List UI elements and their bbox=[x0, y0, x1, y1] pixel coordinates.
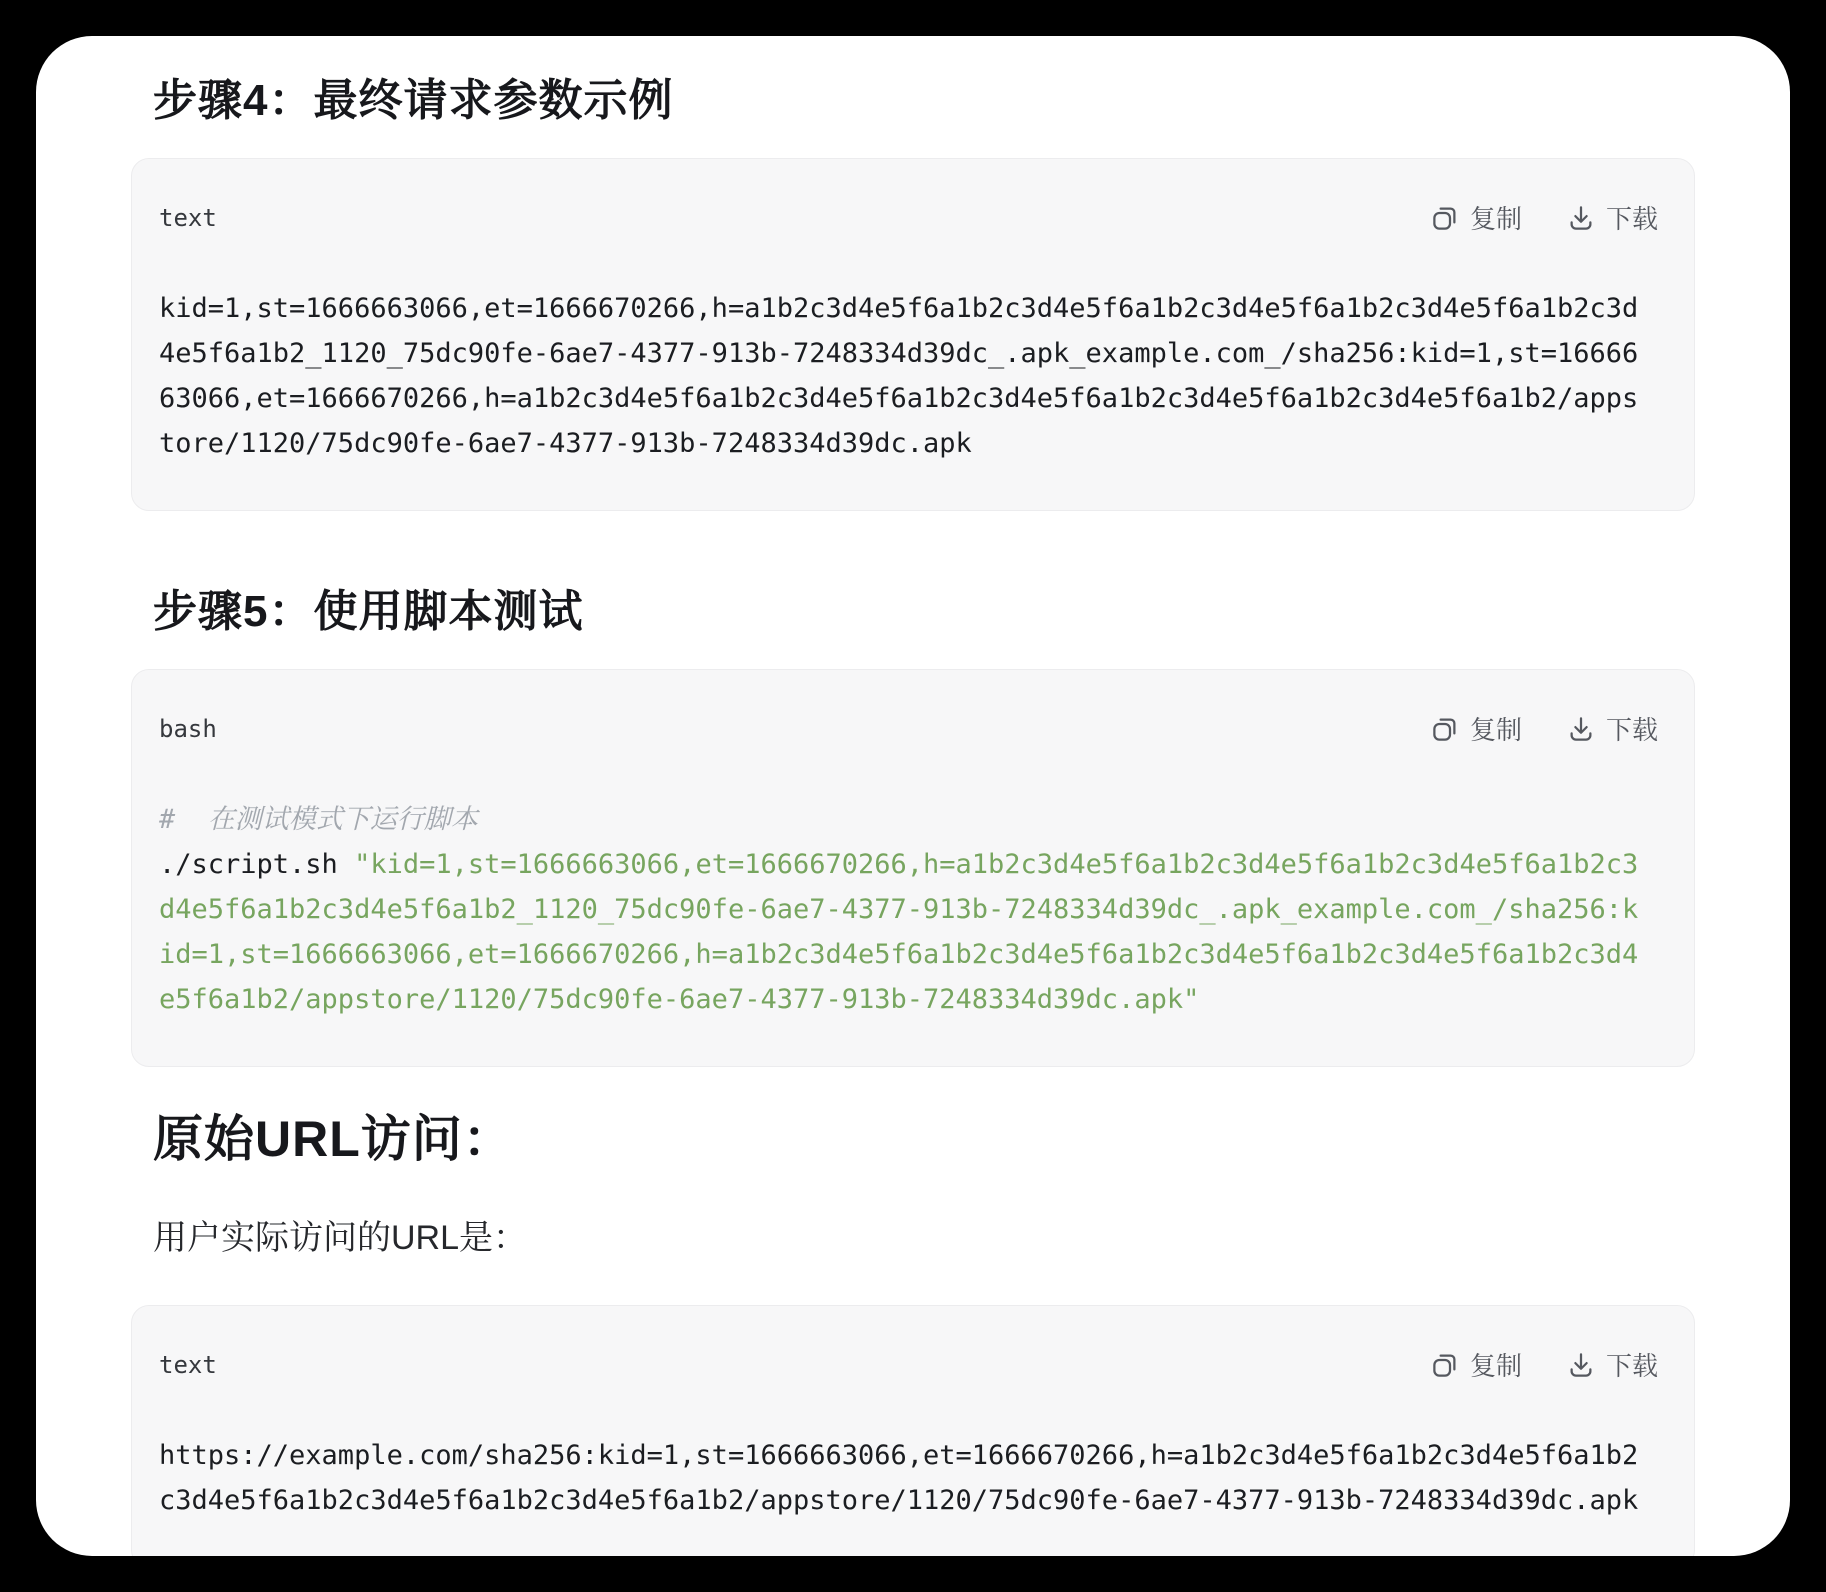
download-button-label: 下载 bbox=[1605, 204, 1658, 234]
code-block-original-url bbox=[131, 1305, 1695, 1556]
code-block-header bbox=[132, 1306, 1694, 1383]
code-line: 63066,et=1666670266,h=a1b2c3d4e5f6a1b2c3d4e5f6a1b2c3d4e5f6a1b2c3d4e5f6a1b2c3d4e5f6a1b2/apps bbox=[159, 383, 1639, 414]
bash-comment-line: # 在测试模式下运行脚本 bbox=[159, 804, 478, 835]
download-button[interactable] bbox=[1566, 199, 1658, 236]
copy-icon bbox=[1430, 1350, 1460, 1380]
code-language-label: bash bbox=[159, 714, 217, 743]
code-line: tore/1120/75dc90fe-6ae7-4377-913b-7248334d39dc.apk bbox=[159, 428, 972, 459]
code-line bbox=[159, 842, 1667, 887]
code-block-bash-test bbox=[131, 669, 1695, 1067]
code-language-label: text bbox=[159, 203, 217, 232]
url-intro-paragraph: 用户实际访问的URL是： bbox=[153, 1219, 528, 1257]
code-line: d4e5f6a1b2c3d4e5f6a1b2_1120_75dc90fe-6ae7-4377-913b-7248334d39dc_.apk_example.com_/sha256:k bbox=[159, 894, 1639, 925]
code-content bbox=[132, 1433, 1694, 1523]
code-line: 4e5f6a1b2_1120_75dc90fe-6ae7-4377-913b-7248334d39dc_.apk_example.com_/sha256:kid=1,st=16666 bbox=[159, 338, 1639, 369]
copy-button[interactable] bbox=[1430, 199, 1522, 236]
command-text: ./script.sh bbox=[159, 849, 355, 880]
copy-icon bbox=[1430, 714, 1460, 744]
code-block-header bbox=[132, 670, 1694, 747]
code-content bbox=[132, 797, 1694, 1022]
code-block-final-params bbox=[131, 158, 1695, 511]
code-line: id=1,st=1666663066,et=1666670266,h=a1b2c3d4e5f6a1b2c3d4e5f6a1b2c3d4e5f6a1b2c3d4e5f6a1b2c3d4 bbox=[159, 939, 1639, 970]
code-actions bbox=[1430, 710, 1658, 747]
download-icon bbox=[1566, 203, 1596, 233]
heading-step5: 步骤5：使用脚本测试 bbox=[153, 587, 584, 636]
copy-button-label: 复制 bbox=[1469, 1351, 1522, 1381]
code-actions bbox=[1430, 199, 1658, 236]
code-content bbox=[132, 286, 1694, 466]
copy-button-label: 复制 bbox=[1469, 204, 1522, 234]
heading-original-url: 原始URL访问： bbox=[153, 1111, 514, 1167]
copy-button-label: 复制 bbox=[1469, 715, 1522, 745]
download-button[interactable] bbox=[1566, 1346, 1658, 1383]
download-button[interactable] bbox=[1566, 710, 1658, 747]
string-argument: "kid=1,st=1666663066,et=1666670266,h=a1b2c3d4e5f6a1b2c3d4e5f6a1b2c3d4e5f6a1b2c3 bbox=[354, 849, 1639, 880]
copy-button[interactable] bbox=[1430, 1346, 1522, 1383]
copy-button[interactable] bbox=[1430, 710, 1522, 747]
download-icon bbox=[1566, 714, 1596, 744]
code-line: e5f6a1b2/appstore/1120/75dc90fe-6ae7-4377-913b-7248334d39dc.apk" bbox=[159, 984, 1200, 1015]
download-button-label: 下载 bbox=[1605, 715, 1658, 745]
download-icon bbox=[1566, 1350, 1596, 1380]
code-line: https://example.com/sha256:kid=1,st=1666663066,et=1666670266,h=a1b2c3d4e5f6a1b2c3d4e5f6a1b2 bbox=[159, 1440, 1639, 1471]
code-line: c3d4e5f6a1b2c3d4e5f6a1b2c3d4e5f6a1b2/appstore/1120/75dc90fe-6ae7-4377-913b-7248334d39dc.apk bbox=[159, 1485, 1639, 1516]
copy-icon bbox=[1430, 203, 1460, 233]
code-block-header bbox=[132, 159, 1694, 236]
download-button-label: 下载 bbox=[1605, 1351, 1658, 1381]
code-language-label: text bbox=[159, 1350, 217, 1379]
content-card bbox=[36, 36, 1790, 1556]
heading-step4: 步骤4：最终请求参数示例 bbox=[153, 76, 674, 125]
code-line: kid=1,st=1666663066,et=1666670266,h=a1b2c3d4e5f6a1b2c3d4e5f6a1b2c3d4e5f6a1b2c3d4e5f6a1b2c3d bbox=[159, 293, 1639, 324]
code-actions bbox=[1430, 1346, 1658, 1383]
